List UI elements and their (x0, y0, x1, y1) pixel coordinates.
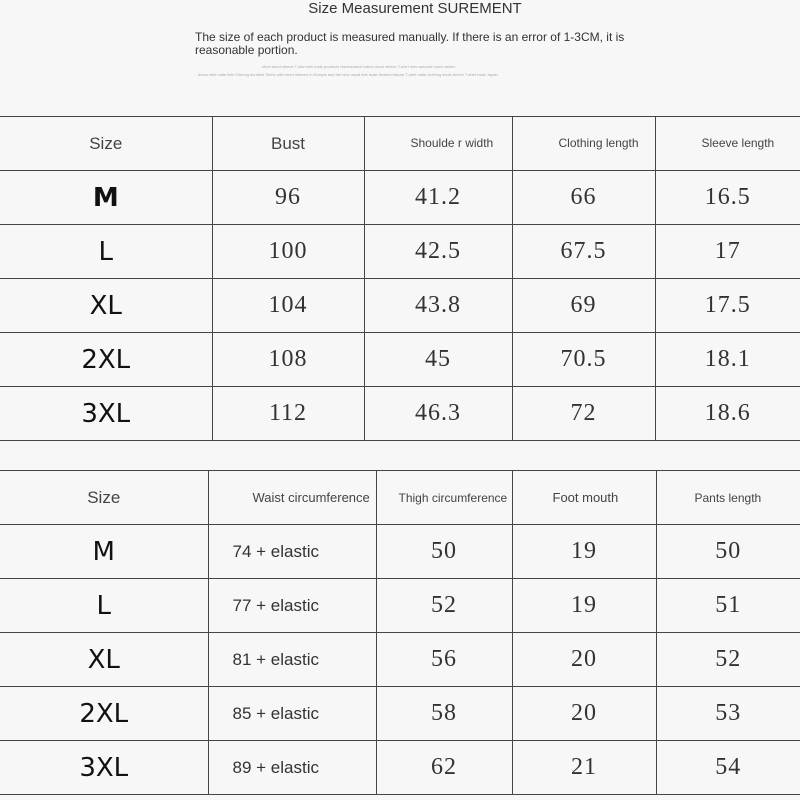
table-row (0, 633, 800, 687)
value-cell: 46.3 (364, 387, 512, 441)
value-cell: 53 (656, 687, 800, 741)
value-cell: 58 (376, 687, 512, 741)
value-cell: 20 (512, 633, 656, 687)
value-cell: 52 (656, 633, 800, 687)
table-row (0, 387, 800, 441)
value-cell: 108 (212, 333, 364, 387)
value-cell: 20 (512, 687, 656, 741)
fine-print-2: dress shirt male tide Cheung doubled Shirts with short sleeves in Europe and the new usual tide male flowers leisure T-shirt male clothing short sleeve T-shirt male Japan (198, 72, 498, 77)
header-cell: Waist circumference (208, 471, 376, 525)
header-cell: Size (0, 471, 208, 525)
value-cell: 56 (376, 633, 512, 687)
value-cell: 17.5 (655, 279, 800, 333)
value-cell: 89 + elastic (208, 741, 376, 795)
value-cell: 51 (656, 579, 800, 633)
value-cell: 104 (212, 279, 364, 333)
table-row (0, 225, 800, 279)
size-cell: XL (0, 633, 208, 687)
measurement-note: The size of each product is measured manually. If there is an error of 1-3CM, it is reasonable portion. (195, 30, 625, 57)
value-cell: 43.8 (364, 279, 512, 333)
value-cell: 18.1 (655, 333, 800, 387)
value-cell: 50 (376, 525, 512, 579)
value-cell: 19 (512, 579, 656, 633)
value-cell: 66 (512, 171, 655, 225)
value-cell: 69 (512, 279, 655, 333)
value-cell: 21 (512, 741, 656, 795)
table-row (0, 741, 800, 795)
header-cell: Shoulde r width (364, 117, 512, 171)
value-cell: 100 (212, 225, 364, 279)
header-cell: Thigh circumference (376, 471, 512, 525)
size-cell: L (0, 225, 212, 279)
fine-print-1: short short sleeve T-shirt bell male products Harmanized cotton short sleeve T-shirt men autumn round ashen (262, 64, 456, 69)
value-cell: 77 + elastic (208, 579, 376, 633)
size-cell: 2XL (0, 687, 208, 741)
value-cell: 54 (656, 741, 800, 795)
value-cell: 112 (212, 387, 364, 441)
header-cell: Pants length (656, 471, 800, 525)
value-cell: 50 (656, 525, 800, 579)
value-cell: 52 (376, 579, 512, 633)
size-cell: L (0, 579, 208, 633)
value-cell: 45 (364, 333, 512, 387)
table-header-row (0, 117, 800, 171)
header-cell: Bust (212, 117, 364, 171)
value-cell: 72 (512, 387, 655, 441)
table-row (0, 171, 800, 225)
value-cell: 19 (512, 525, 656, 579)
value-cell: 70.5 (512, 333, 655, 387)
table-row (0, 579, 800, 633)
value-cell: 62 (376, 741, 512, 795)
size-cell: XL (0, 279, 212, 333)
value-cell: 17 (655, 225, 800, 279)
table-row (0, 279, 800, 333)
table-row (0, 333, 800, 387)
value-cell: 67.5 (512, 225, 655, 279)
header-cell: Foot mouth (512, 471, 656, 525)
value-cell: 16.5 (655, 171, 800, 225)
header-cell: Clothing length (512, 117, 655, 171)
header-cell: Sleeve length (655, 117, 800, 171)
header-cell: Size (0, 117, 212, 171)
value-cell: 85 + elastic (208, 687, 376, 741)
pants-size-table (0, 470, 800, 795)
value-cell: 81 + elastic (208, 633, 376, 687)
size-cell: 3XL (0, 741, 208, 795)
size-cell: M (0, 525, 208, 579)
value-cell: 41.2 (364, 171, 512, 225)
value-cell: 42.5 (364, 225, 512, 279)
size-cell: 2XL (0, 333, 212, 387)
page-title: Size Measurement SUREMENT (308, 0, 522, 17)
table-row (0, 525, 800, 579)
table-header-row (0, 471, 800, 525)
value-cell: 96 (212, 171, 364, 225)
table-row (0, 687, 800, 741)
value-cell: 74 + elastic (208, 525, 376, 579)
size-cell: 3XL (0, 387, 212, 441)
tops-size-table (0, 116, 800, 441)
value-cell: 18.6 (655, 387, 800, 441)
size-cell: M (0, 171, 212, 225)
